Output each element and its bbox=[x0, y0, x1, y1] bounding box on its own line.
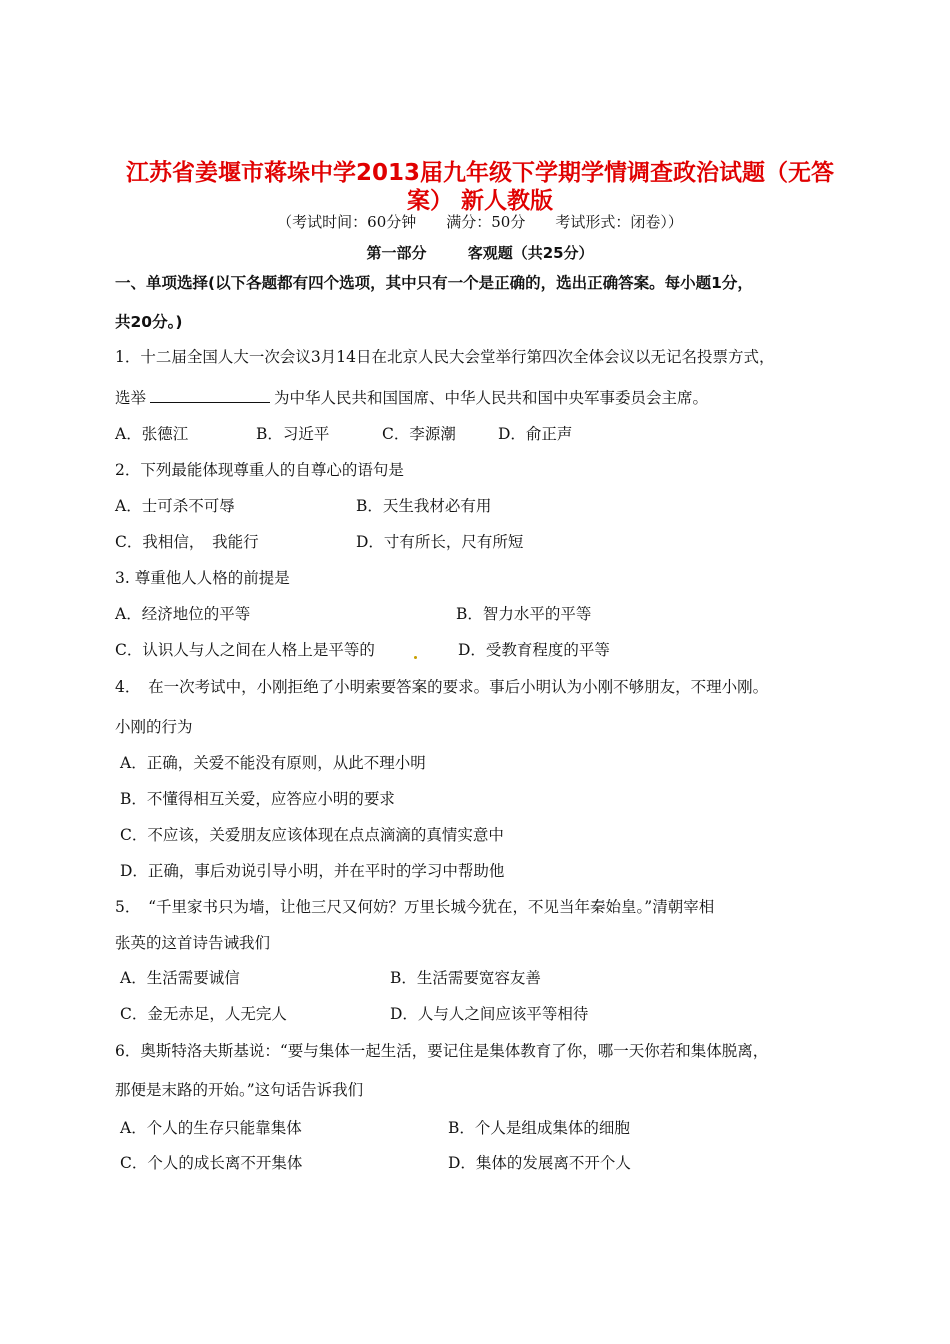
q3-option-b: B．智力水平的平等 bbox=[456, 605, 592, 623]
part-title bbox=[100, 243, 860, 263]
q1-stem-prefix: 选举 bbox=[115, 389, 147, 407]
q2-option-b: B．天生我材必有用 bbox=[356, 497, 492, 515]
q4-option-d: D．正确，事后劝说引导小明，并在平时的学习中帮助他 bbox=[120, 862, 505, 880]
exam-info: （考试时间：60分钟 满分：50分 考试形式：闭卷）） bbox=[277, 213, 683, 231]
q1-stem-line2 bbox=[115, 386, 708, 409]
q5-option-a: A．生活需要诚信 bbox=[120, 969, 240, 987]
q4-stem-line1: 4． 在一次考试中，小刚拒绝了小明索要答案的要求。事后小明认为小刚不够朋友，不理小刚。 bbox=[115, 678, 769, 696]
q6-option-a: A．个人的生存只能靠集体 bbox=[120, 1119, 302, 1137]
section-instructions-line2: 共20分。) bbox=[115, 313, 183, 331]
q6-stem-line2: 那便是末路的开始。”这句话告诉我们 bbox=[115, 1081, 364, 1099]
q1-option-d: D．俞正声 bbox=[498, 425, 573, 443]
q2-option-c: C．我相信， 我能行 bbox=[115, 533, 259, 551]
q5-stem-line2: 张英的这首诗告诫我们 bbox=[115, 934, 271, 952]
q6-option-b: B．个人是组成集体的细胞 bbox=[448, 1119, 630, 1137]
exam-title-line1: 江苏省姜堰市蒋垛中学2013届九年级下学期学情调查政治试题（无答 bbox=[125, 160, 834, 186]
exam-title-line2: 案） 新人教版 bbox=[406, 188, 553, 214]
q2-stem: 2．下列最能体现尊重人的自尊心的语句是 bbox=[115, 461, 404, 479]
q1-option-c: C．李源潮 bbox=[382, 425, 456, 443]
q3-option-c: C．认识人与人之间在人格上是平等的 bbox=[115, 641, 375, 659]
q2-option-d: D．寸有所长，尺有所短 bbox=[356, 533, 524, 551]
part-name: 第一部分 bbox=[366, 244, 427, 262]
q3-option-d: D．受教育程度的平等 bbox=[458, 641, 610, 659]
q1-option-a: A．张德江 bbox=[115, 425, 189, 443]
q5-option-b: B．生活需要宽容友善 bbox=[390, 969, 541, 987]
part-label: 客观题（共25分） bbox=[467, 244, 594, 262]
q3-option-a: A．经济地位的平等 bbox=[115, 605, 251, 623]
q3-stem: 3. 尊重他人人格的前提是 bbox=[115, 569, 290, 587]
q6-option-c: C．个人的成长离不开集体 bbox=[120, 1154, 303, 1172]
q6-stem-line1: 6．奥斯特洛夫斯基说：“要与集体一起生活，要记住是集体教育了你，哪一天你若和集体脱离， bbox=[115, 1042, 769, 1060]
q4-option-b: B．不懂得相互关爱，应答应小明的要求 bbox=[120, 790, 395, 808]
q6-option-d: D．集体的发展离不开个人 bbox=[448, 1154, 631, 1172]
q4-option-c: C．不应该，关爱朋友应该体现在点点滴滴的真情实意中 bbox=[120, 826, 504, 844]
q2-option-a: A．士可杀不可辱 bbox=[115, 497, 235, 515]
q1-stem-line1: 1．十二届全国人大一次会议3月14日在北京人民大会堂举行第四次全体会议以无记名投票方式， bbox=[115, 348, 775, 366]
scan-speck bbox=[414, 656, 417, 659]
q1-answer-blank bbox=[150, 386, 270, 403]
q5-option-c: C．金无赤足，人无完人 bbox=[120, 1005, 287, 1023]
q5-stem-line1: 5． “千里家书只为墙，让他三尺又何妨？万里长城今犹在，不见当年秦始皇。”清朝宰相 bbox=[115, 898, 715, 916]
section-instructions-line1: 一、单项选择(以下各题都有四个选项，其中只有一个是正确的，选出正确答案。每小题1分， bbox=[115, 274, 753, 292]
q4-option-a: A．正确，关爱不能没有原则，从此不理小明 bbox=[120, 754, 426, 772]
q1-option-b: B．习近平 bbox=[256, 425, 330, 443]
q4-stem-line2: 小刚的行为 bbox=[115, 718, 193, 736]
q1-stem-suffix: 为中华人民共和国国席、中华人民共和国中央军事委员会主席。 bbox=[274, 389, 709, 407]
q5-option-d: D．人与人之间应该平等相待 bbox=[390, 1005, 589, 1023]
